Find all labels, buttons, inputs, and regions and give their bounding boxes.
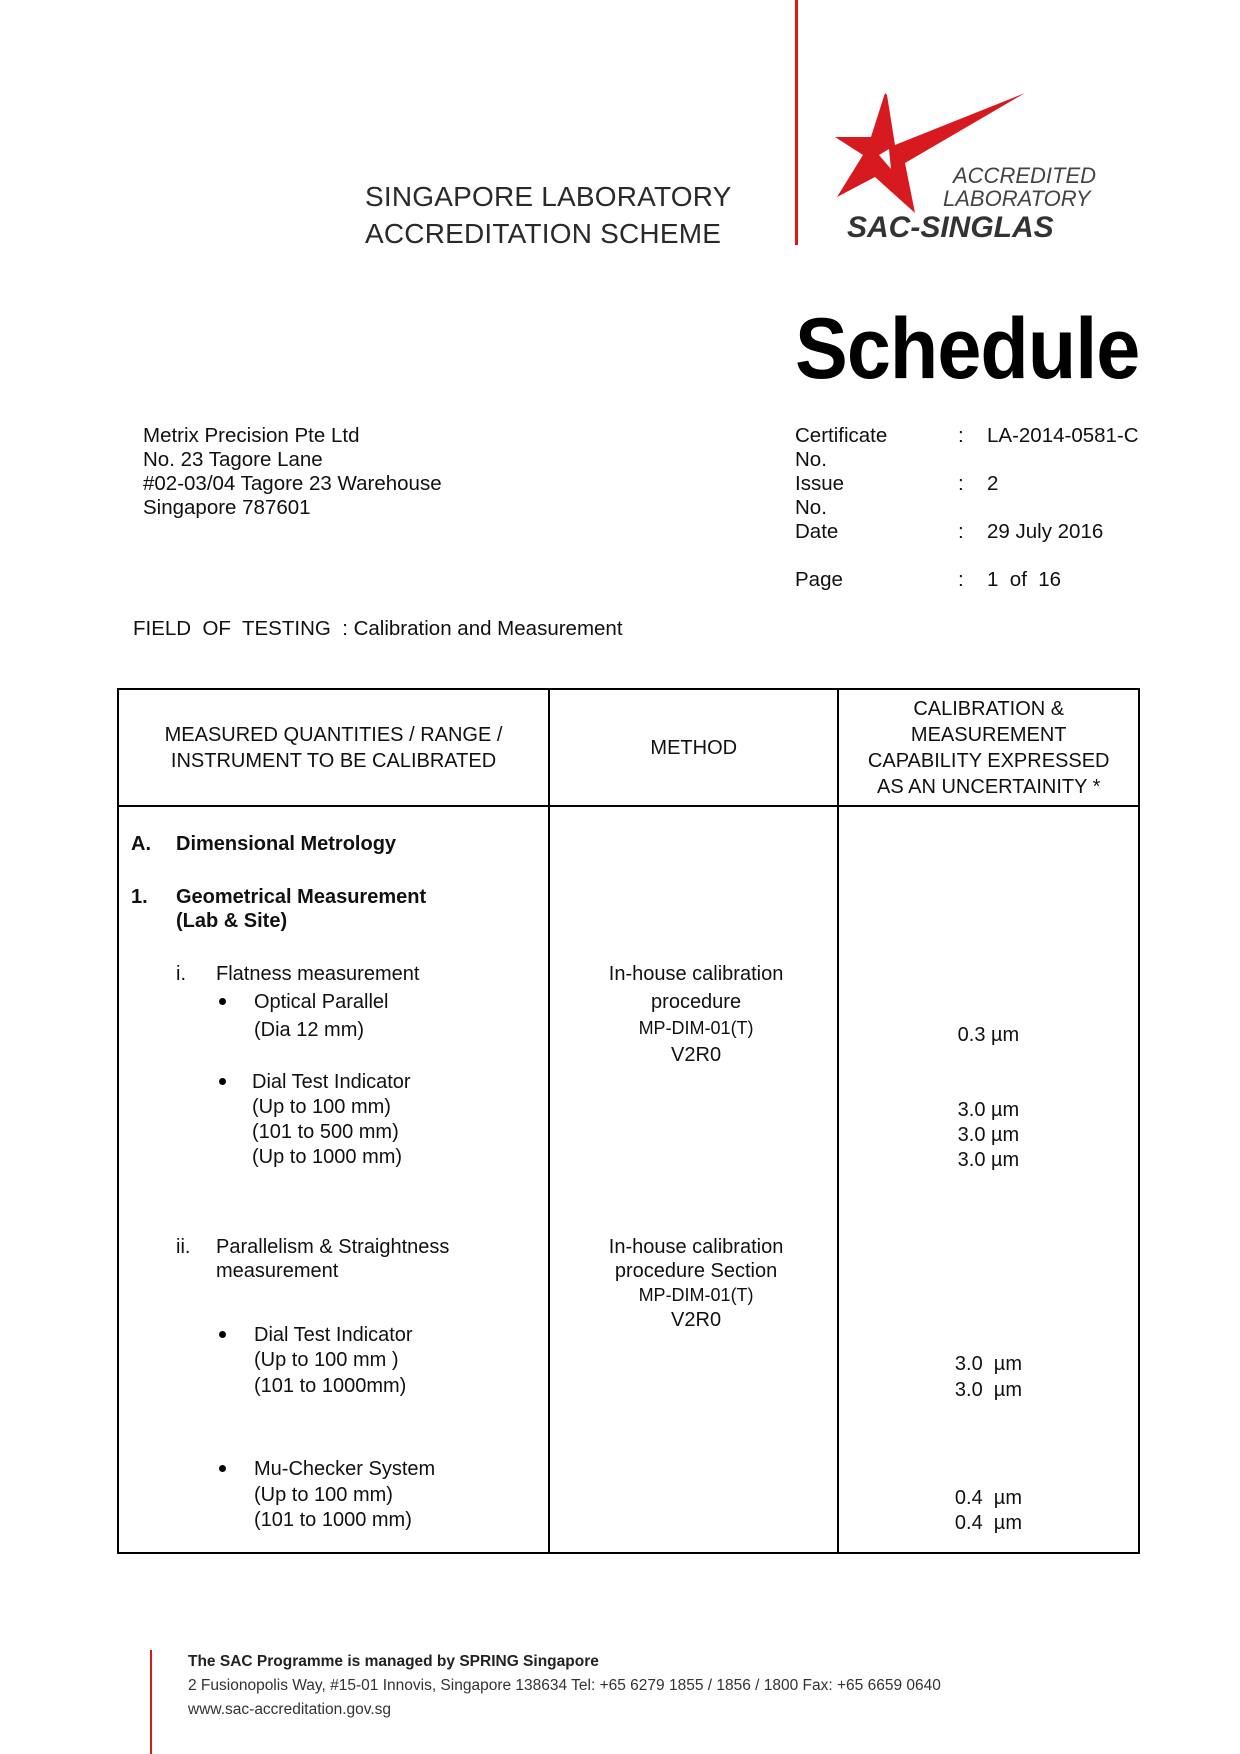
col-header-uncertainty [838, 689, 1139, 806]
table-header-row [118, 689, 1139, 806]
separator: : [958, 520, 964, 543]
instrument-range: (Up to 1000 mm) [252, 1146, 403, 1168]
separator: : [958, 472, 964, 495]
logo-text-sac-singlas: SAC-SINGLAS [847, 211, 1054, 244]
certificate-label: Certificate No. [795, 424, 888, 471]
instrument-range: (Up to 100 mm ) [254, 1349, 399, 1371]
logo-text-accredited: ACCREDITED [953, 163, 1097, 188]
item-number: ii. [176, 1236, 191, 1258]
bullet-icon [219, 1331, 226, 1338]
instrument-range: (101 to 1000 mm) [254, 1509, 412, 1531]
scheme-name-line2: ACCREDITATION SCHEME [365, 218, 722, 249]
section-title: Dimensional Metrology [176, 833, 397, 855]
scheme-name-line1: SINGAPORE LABORATORY [365, 181, 732, 212]
section-number: A. [131, 833, 151, 855]
quantities-cell [118, 806, 549, 1553]
table-body-row [118, 806, 1139, 1553]
uncertainty-value: 0.4 µm [954, 1487, 1022, 1509]
header-divider [795, 0, 798, 245]
instrument-range: (101 to 1000mm) [254, 1375, 407, 1397]
bullet-icon [219, 1078, 226, 1085]
uncertainty-cell [838, 806, 1139, 1553]
item-title: Parallelism & Straightness [216, 1236, 450, 1258]
instrument-name: Mu-Checker System [254, 1458, 436, 1480]
method-text: procedure Section [614, 1260, 778, 1282]
address-line: Metrix Precision Pte Ltd [143, 424, 360, 447]
bullet-icon [219, 998, 226, 1005]
header-text: CAPABILITY EXPRESSED [867, 749, 1110, 772]
date-value: 29 July 2016 [987, 520, 1104, 543]
issue-label: Issue No. [795, 472, 844, 519]
item-title: measurement [216, 1260, 339, 1282]
schedule-table [117, 688, 1140, 1554]
certificate-number: LA-2014-0581-C [987, 424, 1139, 447]
method-version: V2R0 [671, 1044, 722, 1066]
footer-website: www.sac-accreditation.gov.sg [188, 1701, 392, 1718]
issue-number: 2 [987, 472, 999, 495]
separator: : [958, 424, 964, 447]
method-cell [549, 806, 838, 1553]
page-label: Page [795, 568, 843, 591]
footer [188, 1650, 941, 1722]
separator: : [958, 568, 964, 591]
method-code: MP-DIM-01(T) [638, 1285, 754, 1305]
field-of-testing: FIELD OF TESTING : Calibration and Measurement [133, 617, 623, 640]
instrument-name: Optical Parallel [254, 991, 389, 1013]
subsection-title: Geometrical Measurement [176, 886, 427, 908]
uncertainty-value: 3.0 µm [957, 1124, 1020, 1146]
header-text: MEASURED QUANTITIES / RANGE / [164, 723, 503, 746]
instrument-range: (101 to 500 mm) [252, 1121, 399, 1143]
address-line: #02-03/04 Tagore 23 Warehouse [143, 472, 442, 495]
method-text: In-house calibration [608, 1236, 784, 1258]
page-title: Schedule [795, 301, 1140, 397]
header-text: AS AN UNCERTAINITY * [877, 775, 1101, 798]
subsection-number: 1. [131, 886, 148, 908]
address-line: Singapore 787601 [143, 496, 311, 519]
method-version: V2R0 [671, 1309, 722, 1331]
logo-text-laboratory: LABORATORY [943, 186, 1091, 211]
uncertainty-value: 3.0 µm [957, 1149, 1020, 1171]
instrument-range: (Dia 12 mm) [254, 1019, 365, 1041]
method-text: In-house calibration [608, 963, 784, 985]
bullet-icon [219, 1465, 226, 1472]
lab-address [143, 424, 442, 520]
item-number: i. [176, 963, 186, 985]
uncertainty-value: 3.0 µm [957, 1099, 1020, 1121]
uncertainty-value: 0.3 µm [957, 1024, 1020, 1046]
footer-programme: The SAC Programme is managed by SPRING Singapore [188, 1653, 599, 1670]
footer-divider [150, 1650, 152, 1754]
instrument-range: (Up to 100 mm) [254, 1484, 393, 1506]
scheme-name [365, 178, 732, 252]
method-code: MP-DIM-01(T) [638, 1018, 754, 1038]
address-line: No. 23 Tagore Lane [143, 448, 323, 471]
instrument-name: Dial Test Indicator [252, 1071, 411, 1093]
uncertainty-value: 3.0 µm [954, 1379, 1022, 1401]
uncertainty-value: 0.4 µm [954, 1512, 1022, 1534]
header-text: INSTRUMENT TO BE CALIBRATED [170, 749, 497, 772]
header-text: MEASUREMENT [910, 723, 1067, 746]
col-header-method: METHOD [549, 689, 838, 806]
subsection-title: (Lab & Site) [176, 910, 288, 932]
sac-singlas-logo [835, 85, 1105, 255]
header-text: CALIBRATION & [913, 697, 1065, 720]
item-title: Flatness measurement [216, 963, 420, 985]
instrument-range: (Up to 100 mm) [252, 1096, 391, 1118]
page-value: 1 of 16 [987, 568, 1062, 591]
col-header-quantities [118, 689, 549, 806]
instrument-name: Dial Test Indicator [254, 1324, 413, 1346]
method-text: procedure [651, 991, 742, 1013]
footer-contact: 2 Fusionopolis Way, #15-01 Innovis, Singapore 138634 Tel: +65 6279 1855 / 1856 / 1800 Fax: +65 6659 0640 [188, 1677, 941, 1694]
uncertainty-value: 3.0 µm [954, 1353, 1022, 1375]
date-label: Date [795, 520, 839, 543]
